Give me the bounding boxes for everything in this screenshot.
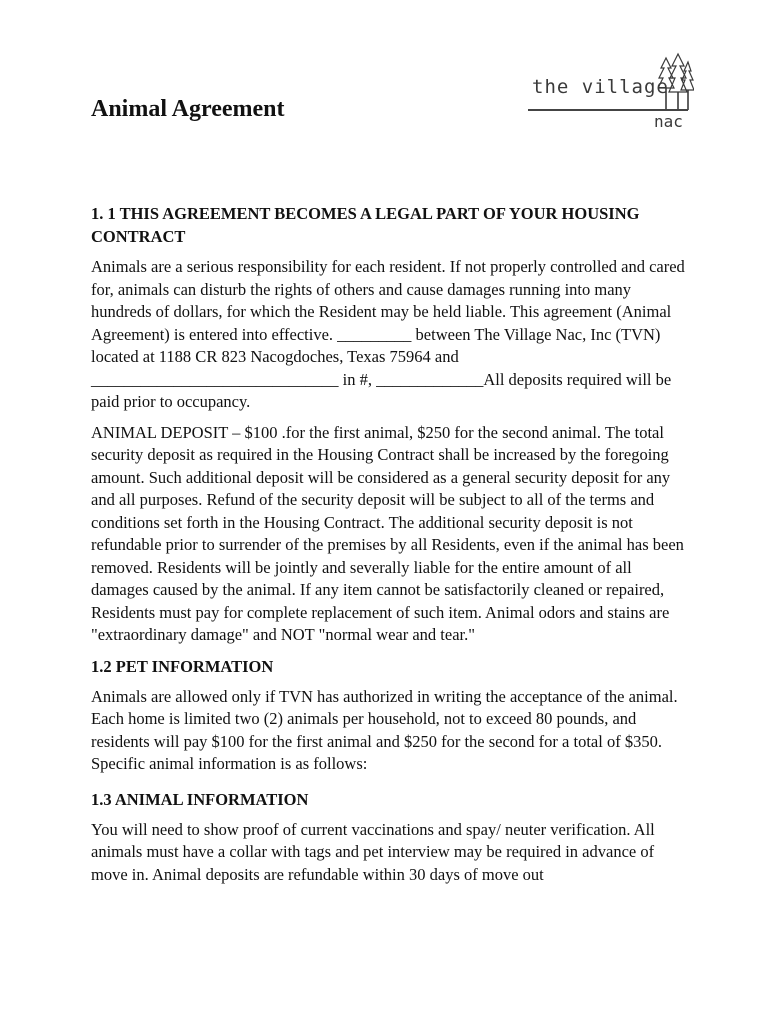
logo-underline [528, 109, 688, 111]
section-heading: 1.2 PET INFORMATION [91, 656, 274, 676]
section-animal-information [91, 788, 691, 887]
paragraph: You will need to show proof of current vaccinations and spay/ neuter verification. All animals must have a collar with tags and pet interview may be required in advance of move in. Animal deposits are refundable within 30 days of move out [91, 819, 655, 884]
section-heading: 1.3 ANIMAL INFORMATION [91, 789, 309, 809]
page-title: Animal Agreement [91, 96, 285, 122]
section-agreement [91, 202, 691, 647]
section-pet-information [91, 655, 691, 776]
logo-text: the village [532, 76, 669, 98]
paragraph: Animals are a serious responsibility for each resident. If not properly controlled and cared for, animals can disturb the rights of others and cause damages running into many hundreds of dollars, for which the Resident may be held liable. This agreement (Animal Agreement) is entered into effective. _________ between The Village Nac, Inc (TVN) located at 1188 CR 823 Nacogdoches, Texas 75964 and ______________________________ in #, _____________All deposits required will be paid prior to occupancy. [91, 257, 685, 411]
document-body [91, 202, 691, 894]
paragraph: ANIMAL DEPOSIT – $100 .for the first animal, $250 for the second animal. The total security deposit as required in the Housing Contract shall be increased by the foregoing amount. Such additional deposit will be considered as a general security deposit for any and all purposes. Refund of the security deposit will be subject to all of the terms and conditions set forth in the Housing Contract. The additional security deposit is not refundable prior to surrender of the premises by all Residents, even if the animal has been removed. Residents will be jointly and severally liable for the entire amount of all damages caused by the animal. If any item cannot be satisfactorily cleaned or repaired, Residents must pay for complete replacement of such item. Animal odors and stains are "extraordinary damage" and NOT "normal wear and tear." [91, 422, 684, 644]
section-heading: 1. 1 THIS AGREEMENT BECOMES A LEGAL PART OF YOUR HOUSING CONTRACT [91, 204, 640, 246]
paragraph: Animals are allowed only if TVN has authorized in writing the acceptance of the animal. Each home is limited two (2) animals per household, not to exceed 80 pounds, and residents will pay $100 for the first animal and $250 for the second for a total of $350. Specific animal information is as follows: [91, 686, 678, 773]
village-logo [526, 52, 696, 134]
logo-subtext: nac [654, 112, 683, 131]
